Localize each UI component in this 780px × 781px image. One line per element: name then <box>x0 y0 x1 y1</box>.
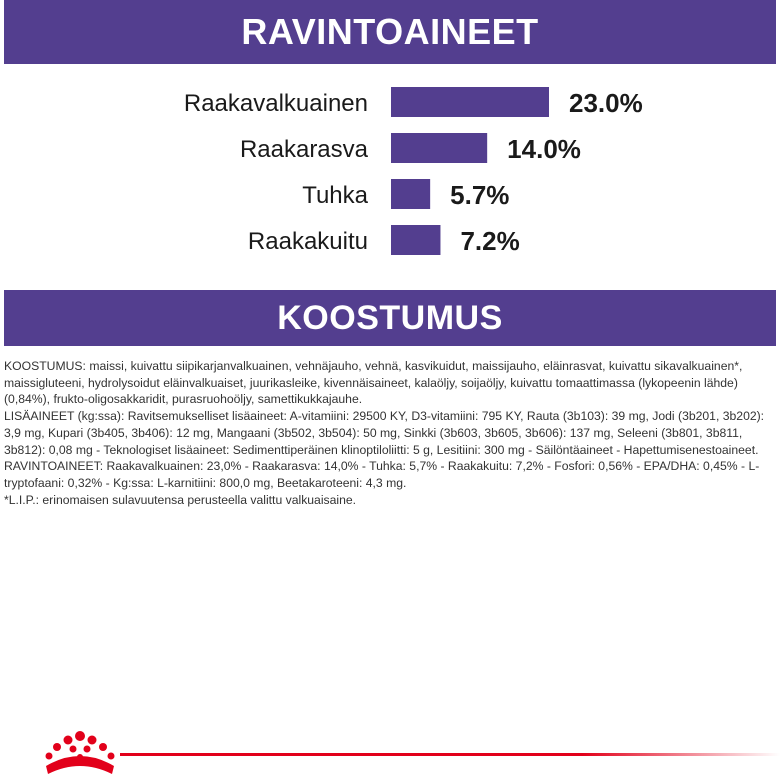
bar <box>391 179 430 209</box>
composition-paragraph: KOOSTUMUS: maissi, kuivattu siipikarjanvalkuainen, vehnäjauho, vehnä, kasvikuidut, maissijauho, eläinrasvat, kuivattu sikavalkuainen*, maissigluteeni, hydrolysoidut eläinvalkuaiset, juurikasleike, kivennäisaineet, kalaöljy, soijaöljy, kuivattu tomaattimassa (lykopeenin lähde) (0,84%), frukto-oligosakkaridit, purasruohoöljy, samettikukkajauhe. <box>4 359 743 407</box>
value-label: 5.7% <box>450 180 510 210</box>
nutrient-bar-chart <box>0 80 780 270</box>
nutrients-header-text: RAVINTOAINEET <box>241 11 539 52</box>
category-label: Tuhka <box>302 182 368 209</box>
bar <box>391 133 487 163</box>
value-label: 14.0% <box>507 134 581 164</box>
nutrients-paragraph: RAVINTOAINEET: Raakavalkuainen: 23,0% - Raakarasva: 14,0% - Tuhka: 5,7% - Raakakuitu: 7,2% - Fosfori: 0,56% - EPA/DHA: 0,45% - L-tryptofaani: 0,32% - Kg:ssa: L-karnitiini: 800,0 mg, Beetakaroteeni: 4,3 mg. <box>4 459 760 490</box>
category-label: Raakavalkuainen <box>183 90 368 117</box>
footnote-paragraph: *L.I.P.: erinomaisen sulavuutensa perusteella valittu valkuaisaine. <box>4 492 357 507</box>
footer-divider <box>120 753 780 756</box>
value-label: 7.2% <box>460 226 520 256</box>
additives-paragraph: LISÄAINEET (kg:ssa): Ravitsemukselliset lisäaineet: A-vitamiini: 29500 KY, D3-vitamiini: 795 KY, Rauta (3b103): 39 mg, Jodi (3b201, 3b202): 3,9 mg, Kupari (3b405, 3b406): 12 mg, Mangaani (3b502, 3b504): 50 mg, Sinkki (3b603, 3b605, 3b606): 137 mg, Seleeni (3b801, 3b811, 3b812): 0,08 mg - Teknologiset lisäaineet: Sedimenttiperäinen klinoptiloliitti: 5 g, Lesitiini: 300 mg - Säilöntäaineet - Hapettumisenestoaineet. <box>4 409 765 457</box>
crown-icon <box>40 726 120 781</box>
composition-header <box>4 290 776 346</box>
composition-text <box>4 358 774 508</box>
bar <box>391 225 440 255</box>
nutrients-header <box>4 0 776 64</box>
composition-header-text: KOOSTUMUS <box>277 298 503 337</box>
category-label: Raakakuitu <box>247 228 368 255</box>
category-label: Raakarasva <box>239 136 368 163</box>
bar <box>391 87 549 117</box>
value-label: 23.0% <box>569 88 643 118</box>
